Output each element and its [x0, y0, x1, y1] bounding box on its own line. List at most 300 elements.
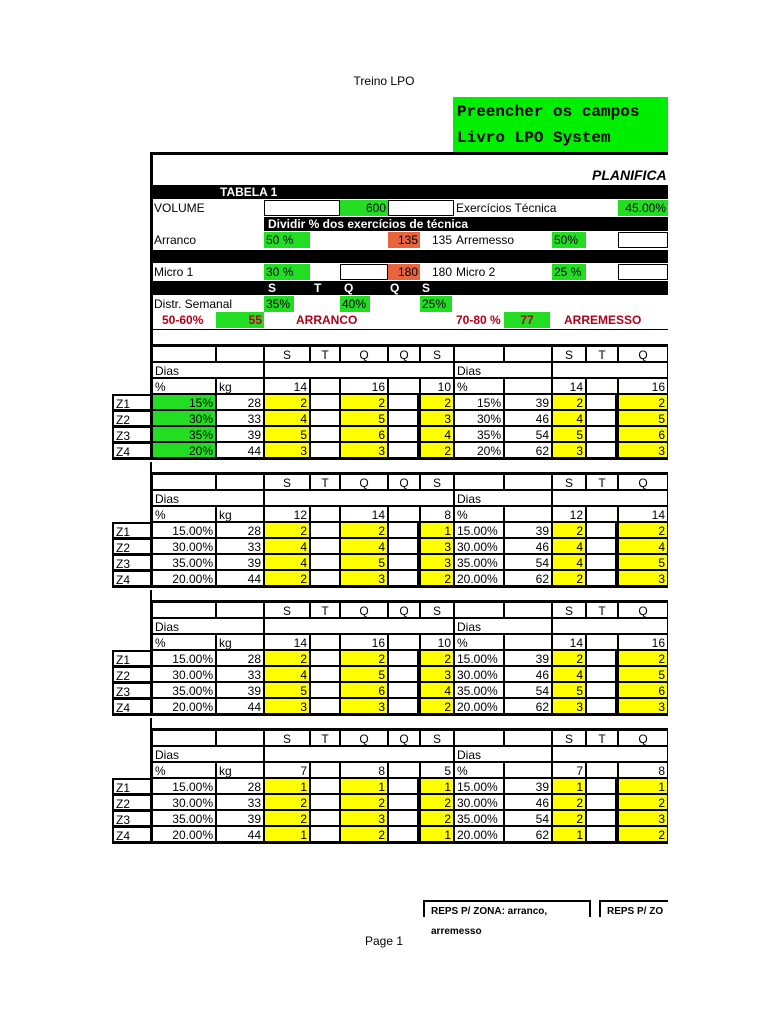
zone-reps-t: [310, 666, 340, 682]
zone-label: Z4: [112, 826, 152, 842]
right-zone-pct: 30.00%: [454, 794, 504, 810]
right-zone-reps-q: 6: [618, 426, 668, 442]
right-zone-pct: 15.00%: [454, 650, 504, 666]
right-weekly-total-q: 16: [618, 634, 668, 650]
zone-reps-q2: [388, 826, 420, 842]
arremesso-label: Arremesso: [456, 233, 515, 247]
distr-value-3[interactable]: 25%: [420, 296, 452, 312]
right-zone-reps-q: 2: [618, 826, 668, 842]
right-zone-reps-s: 4: [552, 410, 586, 426]
planification-heading: PLANIFICA: [592, 167, 667, 183]
arranco-range: 50-60%: [162, 313, 204, 327]
micro1-value-1: 180: [388, 264, 420, 280]
right-day-header: Q: [618, 474, 668, 490]
zone-kg: 44: [216, 570, 264, 586]
weekly-total-q: 8: [340, 762, 388, 778]
right-zone-pct: 15%: [454, 394, 504, 410]
days-bar-s2: S: [422, 281, 431, 295]
zone-kg: 28: [216, 522, 264, 538]
right-zone-reps-t: [586, 810, 618, 826]
zone-pct: 35.00%: [152, 682, 216, 698]
zone-reps-s: 2: [264, 570, 310, 586]
arranco-intensity[interactable]: 55: [216, 312, 264, 328]
day-header: S: [264, 602, 310, 618]
zone-reps-t: [310, 442, 340, 458]
zone-reps-s2: 3: [420, 554, 454, 570]
footer-reps-box-2: [599, 900, 668, 917]
zone-reps-q: 1: [340, 778, 388, 794]
red-row-underline: [152, 329, 668, 330]
zone-reps-s2: 1: [420, 522, 454, 538]
zone-kg: 44: [216, 442, 264, 458]
right-zone-reps-s: 2: [552, 794, 586, 810]
day-header: Q: [388, 730, 420, 746]
micro1-pct[interactable]: 30 %: [264, 264, 310, 280]
zone-reps-q2: [388, 442, 420, 458]
zone-label: Z3: [112, 682, 152, 698]
right-zone-reps-s: 2: [552, 810, 586, 826]
right-zone-reps-q: 2: [618, 650, 668, 666]
right-zone-pct: 35.00%: [454, 554, 504, 570]
right-weekly-total-q: 16: [618, 378, 668, 394]
arranco-pct[interactable]: 50 %: [264, 232, 310, 248]
right-zone-reps-q: 5: [618, 666, 668, 682]
right-zone-kg: 62: [504, 826, 552, 842]
header-blank: [504, 474, 552, 490]
volume-blank-2: [388, 200, 454, 216]
weekly-total-s2: 8: [420, 506, 454, 522]
weekly-total-q: 16: [340, 634, 388, 650]
zone-kg: 44: [216, 698, 264, 714]
volume-label: VOLUME: [154, 201, 205, 215]
zone-reps-s2: 2: [420, 810, 454, 826]
right-zone-pct: 20.00%: [454, 570, 504, 586]
right-zone-kg: 54: [504, 554, 552, 570]
right-weekly-total-s: 14: [552, 378, 586, 394]
right-pct-label: %: [454, 506, 504, 522]
zone-reps-s: 2: [264, 794, 310, 810]
distr-value-1[interactable]: 35%: [264, 296, 294, 312]
dividir-bar: [264, 217, 668, 231]
right-zone-pct: 30.00%: [454, 538, 504, 554]
zone-reps-q: 5: [340, 554, 388, 570]
zone-reps-s2: 2: [420, 394, 454, 410]
right-zone-reps-s: 3: [552, 698, 586, 714]
right-day-header: Q: [618, 602, 668, 618]
zone-reps-t: [310, 538, 340, 554]
right-zone-reps-q: 1: [618, 778, 668, 794]
day-header: Q: [388, 602, 420, 618]
right-zone-reps-s: 2: [552, 522, 586, 538]
day-header: S: [264, 346, 310, 362]
kg-label: kg: [216, 762, 264, 778]
zone-reps-s2: 3: [420, 410, 454, 426]
weekly-total-s: 7: [264, 762, 310, 778]
day-header: S: [420, 346, 454, 362]
zone-reps-q2: [388, 426, 420, 442]
right-weekly-total-q: 14: [618, 506, 668, 522]
right-zone-reps-s: 3: [552, 442, 586, 458]
zone-reps-t: [310, 778, 340, 794]
right-day-header: T: [586, 346, 618, 362]
weekly-total-s2: 5: [420, 762, 454, 778]
zone-reps-q2: [388, 682, 420, 698]
zone-label: Z2: [112, 794, 152, 810]
zone-kg: 44: [216, 826, 264, 842]
weekly-total-t: [310, 506, 340, 522]
zone-reps-q2: [388, 698, 420, 714]
document-title: Treino LPO: [353, 74, 415, 88]
right-zone-reps-s: 1: [552, 778, 586, 794]
zone-reps-s: 2: [264, 650, 310, 666]
day-header: T: [310, 474, 340, 490]
right-zone-reps-s: 2: [552, 650, 586, 666]
right-zone-pct: 35.00%: [454, 682, 504, 698]
zone-label: Z3: [112, 426, 152, 442]
zone-label: Z2: [112, 410, 152, 426]
distr-label: Distr. Semanal: [154, 297, 233, 311]
zone-pct[interactable]: 35%: [152, 426, 216, 442]
table-frame-bottom: [112, 714, 668, 716]
weekly-total-s2: 10: [420, 378, 454, 394]
micro1-label: Micro 1: [154, 265, 194, 279]
right-weekly-total-t: [586, 634, 618, 650]
right-zone-pct: 20%: [454, 442, 504, 458]
zone-reps-s: 4: [264, 666, 310, 682]
right-kg-blank: [504, 762, 552, 778]
footer-reps-label-1: REPS P/ ZONA: arranco, arremesso: [431, 906, 548, 937]
right-zone-reps-t: [586, 698, 618, 714]
header-blank: [152, 730, 216, 746]
days-bar-s: S: [268, 281, 277, 295]
zone-reps-q: 2: [340, 522, 388, 538]
dias-label: Dias: [152, 362, 264, 378]
right-zone-kg: 46: [504, 410, 552, 426]
right-zone-reps-s: 2: [552, 570, 586, 586]
weekly-total-q: 16: [340, 378, 388, 394]
header-blank: [216, 602, 264, 618]
zone-pct: 30.00%: [152, 794, 216, 810]
zone-pct: 20.00%: [152, 826, 216, 842]
instruction-line-1: Preencher os campos: [457, 103, 640, 121]
zone-kg: 39: [216, 810, 264, 826]
right-zone-reps-q: 5: [618, 410, 668, 426]
zone-reps-s2: 3: [420, 538, 454, 554]
right-zone-pct: 20.00%: [454, 826, 504, 842]
zone-reps-s: 5: [264, 682, 310, 698]
kg-label: kg: [216, 378, 264, 394]
zone-label: Z3: [112, 810, 152, 826]
right-zone-kg: 39: [504, 522, 552, 538]
micro2-pct[interactable]: 25 %: [552, 264, 586, 280]
zone-pct: 30.00%: [152, 666, 216, 682]
footer-reps-label-2: REPS P/ ZO: [607, 906, 664, 917]
arremesso-name: ARREMESSO: [564, 313, 642, 327]
dias-label: Dias: [152, 490, 264, 506]
zone-reps-q2: [388, 522, 420, 538]
exercicios-value[interactable]: 45.00%: [618, 200, 668, 216]
header-blank: [152, 346, 216, 362]
zone-reps-s: 4: [264, 410, 310, 426]
day-header: S: [264, 730, 310, 746]
right-zone-reps-t: [586, 778, 618, 794]
arremesso-blank: [618, 232, 668, 248]
zone-reps-q: 5: [340, 666, 388, 682]
right-zone-kg: 62: [504, 698, 552, 714]
zone-label: Z4: [112, 698, 152, 714]
day-header: Q: [340, 346, 388, 362]
right-kg-blank: [504, 634, 552, 650]
volume-value[interactable]: 600: [340, 200, 388, 216]
header-blank: [216, 474, 264, 490]
right-day-header: S: [552, 474, 586, 490]
zone-kg: 28: [216, 394, 264, 410]
right-zone-reps-t: [586, 554, 618, 570]
right-zone-reps-s: 4: [552, 666, 586, 682]
day-header: Q: [340, 474, 388, 490]
arremesso-range: 70-80 %: [456, 313, 501, 327]
weekly-total-q2: [388, 634, 420, 650]
right-zone-kg: 46: [504, 794, 552, 810]
arremesso-intensity[interactable]: 77: [504, 312, 550, 328]
zone-kg: 33: [216, 538, 264, 554]
weekly-total-t: [310, 378, 340, 394]
day-header: S: [420, 730, 454, 746]
right-dias-label: Dias: [454, 362, 552, 378]
arremesso-pct[interactable]: 50%: [552, 232, 586, 248]
zone-reps-s: 2: [264, 810, 310, 826]
weekly-total-q: 14: [340, 506, 388, 522]
dias-blank: [552, 490, 668, 506]
zone-pct[interactable]: 30%: [152, 410, 216, 426]
zone-reps-t: [310, 394, 340, 410]
right-zone-reps-q: 6: [618, 682, 668, 698]
right-zone-reps-t: [586, 410, 618, 426]
header-blank: [152, 602, 216, 618]
right-zone-reps-s: 1: [552, 826, 586, 842]
zone-reps-t: [310, 522, 340, 538]
right-zone-reps-s: 5: [552, 682, 586, 698]
day-header: Q: [388, 346, 420, 362]
zone-reps-s2: 4: [420, 426, 454, 442]
zone-reps-q: 5: [340, 410, 388, 426]
zone-kg: 39: [216, 554, 264, 570]
zone-reps-q: 3: [340, 442, 388, 458]
zone-label: Z2: [112, 666, 152, 682]
right-zone-kg: 46: [504, 666, 552, 682]
zone-reps-t: [310, 410, 340, 426]
right-day-header: Q: [618, 730, 668, 746]
right-zone-pct: 15.00%: [454, 522, 504, 538]
dias-label: Dias: [152, 618, 264, 634]
zone-kg: 28: [216, 778, 264, 794]
zone-reps-q: 3: [340, 570, 388, 586]
zone-reps-q2: [388, 570, 420, 586]
zone-reps-s2: 3: [420, 666, 454, 682]
right-zone-kg: 54: [504, 682, 552, 698]
day-header: S: [420, 474, 454, 490]
zone-reps-t: [310, 426, 340, 442]
right-zone-reps-s: 5: [552, 426, 586, 442]
right-zone-reps-q: 2: [618, 394, 668, 410]
right-zone-reps-t: [586, 682, 618, 698]
weekly-total-q2: [388, 378, 420, 394]
zone-reps-t: [310, 682, 340, 698]
zone-pct: 20.00%: [152, 570, 216, 586]
weekly-total-s: 14: [264, 378, 310, 394]
right-zone-kg: 62: [504, 442, 552, 458]
right-zone-reps-t: [586, 570, 618, 586]
volume-blank: [264, 200, 340, 216]
right-weekly-total-q: 8: [618, 762, 668, 778]
arranco-value-1: 135: [388, 232, 420, 248]
zone-reps-s: 5: [264, 426, 310, 442]
dias-label: Dias: [152, 746, 264, 762]
weekly-total-s: 12: [264, 506, 310, 522]
header-blank: [216, 346, 264, 362]
day-header: Q: [340, 730, 388, 746]
right-pct-label: %: [454, 634, 504, 650]
zone-reps-q2: [388, 410, 420, 426]
zone-reps-t: [310, 570, 340, 586]
zone-reps-s2: 4: [420, 682, 454, 698]
table-frame-bottom: [112, 586, 668, 588]
zone-reps-q2: [388, 538, 420, 554]
dias-blank: [552, 746, 668, 762]
kg-label: kg: [216, 634, 264, 650]
zone-pct: 35.00%: [152, 554, 216, 570]
zone-pct: 15.00%: [152, 522, 216, 538]
zone-pct: 30.00%: [152, 538, 216, 554]
right-weekly-total-s: 7: [552, 762, 586, 778]
right-zone-reps-t: [586, 794, 618, 810]
zone-label: Z2: [112, 538, 152, 554]
zone-reps-q: 2: [340, 794, 388, 810]
zone-reps-s: 3: [264, 698, 310, 714]
dividir-text: Dividir % dos exercícios de técnica: [268, 217, 469, 231]
zone-reps-t: [310, 650, 340, 666]
zone-reps-q: 3: [340, 698, 388, 714]
zone-reps-q: 6: [340, 426, 388, 442]
zone-pct[interactable]: 20%: [152, 442, 216, 458]
dias-blank: [264, 746, 454, 762]
right-pct-label: %: [454, 378, 504, 394]
weekly-total-s2: 10: [420, 634, 454, 650]
separator-bar: [152, 250, 668, 263]
distr-value-2[interactable]: 40%: [340, 296, 370, 312]
zone-reps-s2: 1: [420, 826, 454, 842]
right-zone-reps-t: [586, 394, 618, 410]
zone-reps-s: 2: [264, 522, 310, 538]
zone-reps-s2: 2: [420, 794, 454, 810]
dias-blank: [264, 618, 454, 634]
weekly-total-q2: [388, 506, 420, 522]
header-blank: [454, 474, 504, 490]
zone-reps-q2: [388, 666, 420, 682]
right-day-header: Q: [618, 346, 668, 362]
zone-reps-t: [310, 794, 340, 810]
micro2-blank: [618, 264, 668, 280]
zone-reps-q2: [388, 794, 420, 810]
right-zone-kg: 54: [504, 426, 552, 442]
zone-pct[interactable]: 15%: [152, 394, 216, 410]
arranco-label: Arranco: [154, 233, 197, 247]
micro2-label: Micro 2: [456, 265, 496, 279]
right-weekly-total-t: [586, 378, 618, 394]
zone-reps-q2: [388, 394, 420, 410]
days-bar-q2: Q: [390, 281, 400, 295]
day-header: Q: [388, 474, 420, 490]
footer-reps-box-1: [423, 900, 591, 937]
weekly-total-t: [310, 634, 340, 650]
right-zone-reps-q: 3: [618, 570, 668, 586]
zone-reps-q2: [388, 810, 420, 826]
right-zone-pct: 30.00%: [454, 666, 504, 682]
right-zone-kg: 39: [504, 650, 552, 666]
right-dias-label: Dias: [454, 746, 552, 762]
header-blank: [216, 730, 264, 746]
zone-reps-q2: [388, 650, 420, 666]
kg-label: kg: [216, 506, 264, 522]
right-day-header: S: [552, 602, 586, 618]
zone-kg: 33: [216, 410, 264, 426]
zone-kg: 39: [216, 682, 264, 698]
zone-label: Z1: [112, 522, 152, 538]
tabela-title: TABELA 1: [220, 185, 278, 199]
zone-kg: 28: [216, 650, 264, 666]
right-zone-pct: 30%: [454, 410, 504, 426]
right-dias-label: Dias: [454, 618, 552, 634]
day-header: S: [264, 474, 310, 490]
pct-label: %: [152, 506, 216, 522]
zone-reps-s: 1: [264, 778, 310, 794]
right-zone-kg: 54: [504, 810, 552, 826]
day-header: T: [310, 730, 340, 746]
instruction-box: [453, 97, 668, 153]
right-weekly-total-t: [586, 506, 618, 522]
zone-reps-s2: 1: [420, 778, 454, 794]
right-pct-label: %: [454, 762, 504, 778]
zone-reps-t: [310, 810, 340, 826]
dias-blank: [264, 490, 454, 506]
zone-reps-t: [310, 826, 340, 842]
right-kg-blank: [504, 378, 552, 394]
header-blank: [454, 730, 504, 746]
zone-reps-s: 3: [264, 442, 310, 458]
zone-reps-q: 2: [340, 394, 388, 410]
dias-blank: [264, 362, 454, 378]
table-frame-bottom: [112, 458, 668, 460]
page-number: Page 1: [364, 934, 404, 948]
right-dias-label: Dias: [454, 490, 552, 506]
zone-reps-s: 2: [264, 394, 310, 410]
zone-label: Z1: [112, 394, 152, 410]
right-zone-reps-q: 5: [618, 554, 668, 570]
right-zone-kg: 46: [504, 538, 552, 554]
frame-top: [150, 152, 668, 155]
exercicios-label: Exercícios Técnica: [456, 201, 557, 215]
zone-label: Z4: [112, 442, 152, 458]
header-blank: [504, 602, 552, 618]
right-kg-blank: [504, 506, 552, 522]
right-zone-kg: 62: [504, 570, 552, 586]
weekly-total-s: 14: [264, 634, 310, 650]
right-zone-kg: 39: [504, 394, 552, 410]
zone-reps-q: 6: [340, 682, 388, 698]
zone-label: Z3: [112, 554, 152, 570]
right-day-header: T: [586, 730, 618, 746]
right-zone-pct: 15.00%: [454, 778, 504, 794]
